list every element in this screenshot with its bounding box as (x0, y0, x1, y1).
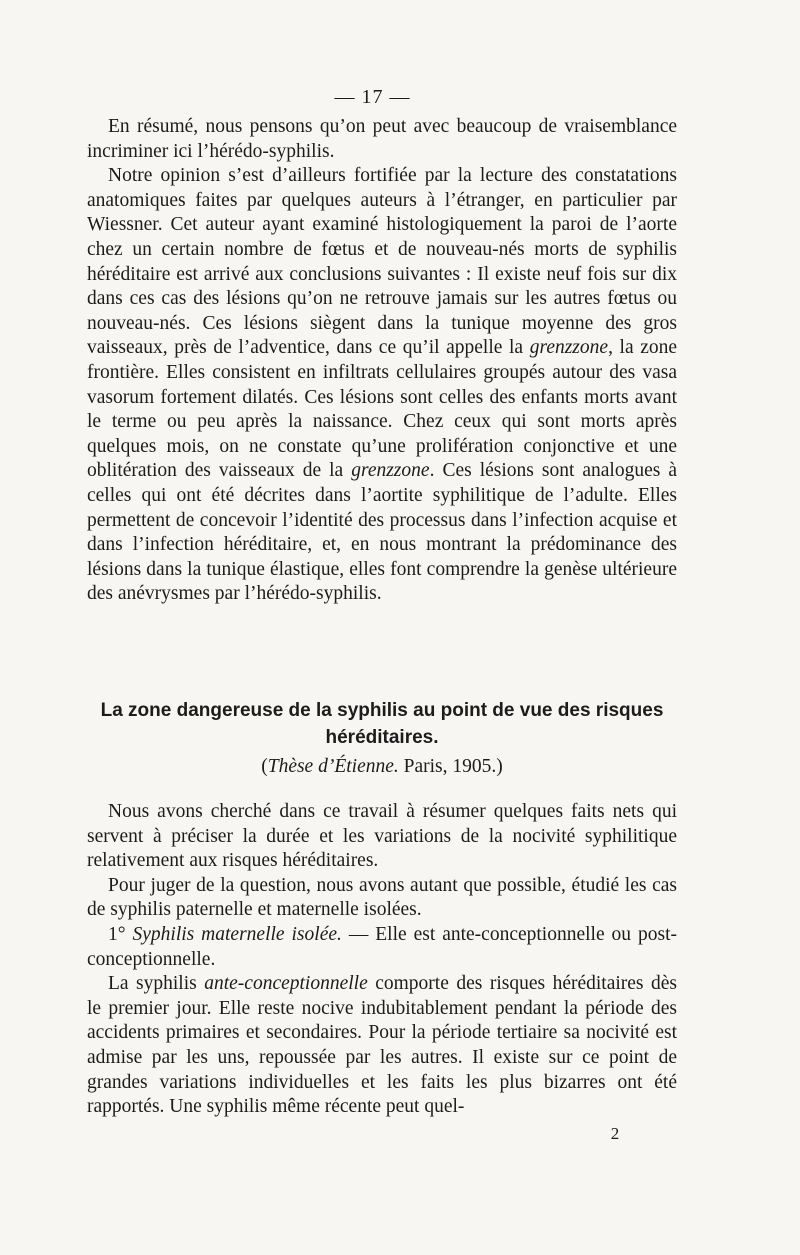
signature-mark: 2 (610, 1124, 620, 1143)
citation (87, 756, 677, 778)
paragraph (87, 164, 677, 607)
citation-open: ( (261, 756, 268, 777)
paragraph (87, 972, 677, 1120)
section-one-body (87, 115, 677, 607)
paragraph: En résumé, nous pensons qu’on peut avec beaucoup de vraisemblance incriminer ici l’hérédo-syphilis. (87, 116, 677, 162)
subheading: Syphilis maternelle isolée. (132, 923, 342, 945)
section-title: La zone dangereuse de la syphilis au point de vue des risques héréditaires. (100, 700, 664, 748)
section-two-body (87, 800, 677, 1120)
paragraph-text: comporte des risques héréditaires dès le premier jour. Elle reste nocive indubitablement pendant la période des accidents primaires et secondaires. Pour la période tertiaire sa nocivité est admise par les uns, repoussée par les autres. Il existe sur ce point de grandes variations individuelles et les faits les plus bizarres ont été rapportés. Une syphilis même récente peut quel- (87, 973, 678, 1118)
paragraph (87, 923, 677, 972)
list-number: 1° (108, 923, 133, 945)
term-grenzzone: grenzzone (351, 460, 430, 482)
citation-title: Thèse d’Étienne. (267, 756, 399, 777)
paragraph-text: La syphilis (108, 973, 205, 995)
page-number: — 17 — (334, 86, 411, 108)
paragraph-text: . Ces lésions sont analogues à celles qui ont été décrites dans l’aortite syphilitique de l’adulte. Elles permettent de concevoir l’identité des processus dans l’infection acquise et dans l’infection héréditaire, et, en nous montrant la prédominance des lésions dans la tunique élastique, elles font comprendre la genèse ultérieure des anévrysmes par l’hérédo-syphilis. (87, 460, 677, 605)
paragraph: Nous avons cherché dans ce travail à résumer quelques faits nets qui servent à préciser la durée et les variations de la nocivité syphilitique relativement aux risques héréditaires. (87, 801, 677, 872)
paragraph: Pour juger de la question, nous avons autant que possible, étudié les cas de syphilis paternelle et maternelle isolées. (87, 874, 677, 921)
term-grenzzone: grenzzone (529, 337, 609, 359)
paragraph-text: — Elle est ante-conceptionnelle ou post-conceptionnelle. (87, 923, 677, 970)
paragraph-text: , la zone frontière. Elles consistent en infiltrats cellulaires groupés autour des vasa vasorum fortement dilatés. Ces lésions sont celles des enfants morts avant le terme ou peu après la naissance. Chez ceux qui sont morts après quelques mois, on ne constate qu’une prolifération conjonctive et une oblitération des vaisseaux de la (87, 337, 678, 482)
citation-rest: Paris, 1905.) (398, 756, 503, 777)
term: ante-conceptionnelle (204, 973, 368, 995)
paragraph-text: Notre opinion s’est d’ailleurs fortifiée par la lecture des constatations anatomiques faites par quelques auteurs à l’étranger, en particulier par Wiessner. Cet auteur ayant examiné histologiquement la paroi de l’aorte chez un certain nombre de fœtus et de nouveau-nés morts de syphilis héréditaire est arrivé aux conclusions suivantes : Il existe neuf fois sur dix dans ces cas des lésions qu’on ne retrouve jamais sur les autres fœtus ou nouveau-nés. Ces lésions siègent dans la tunique moyenne des gros vaisseaux, près de l’adventice, dans ce qu’il appelle la (87, 165, 677, 359)
